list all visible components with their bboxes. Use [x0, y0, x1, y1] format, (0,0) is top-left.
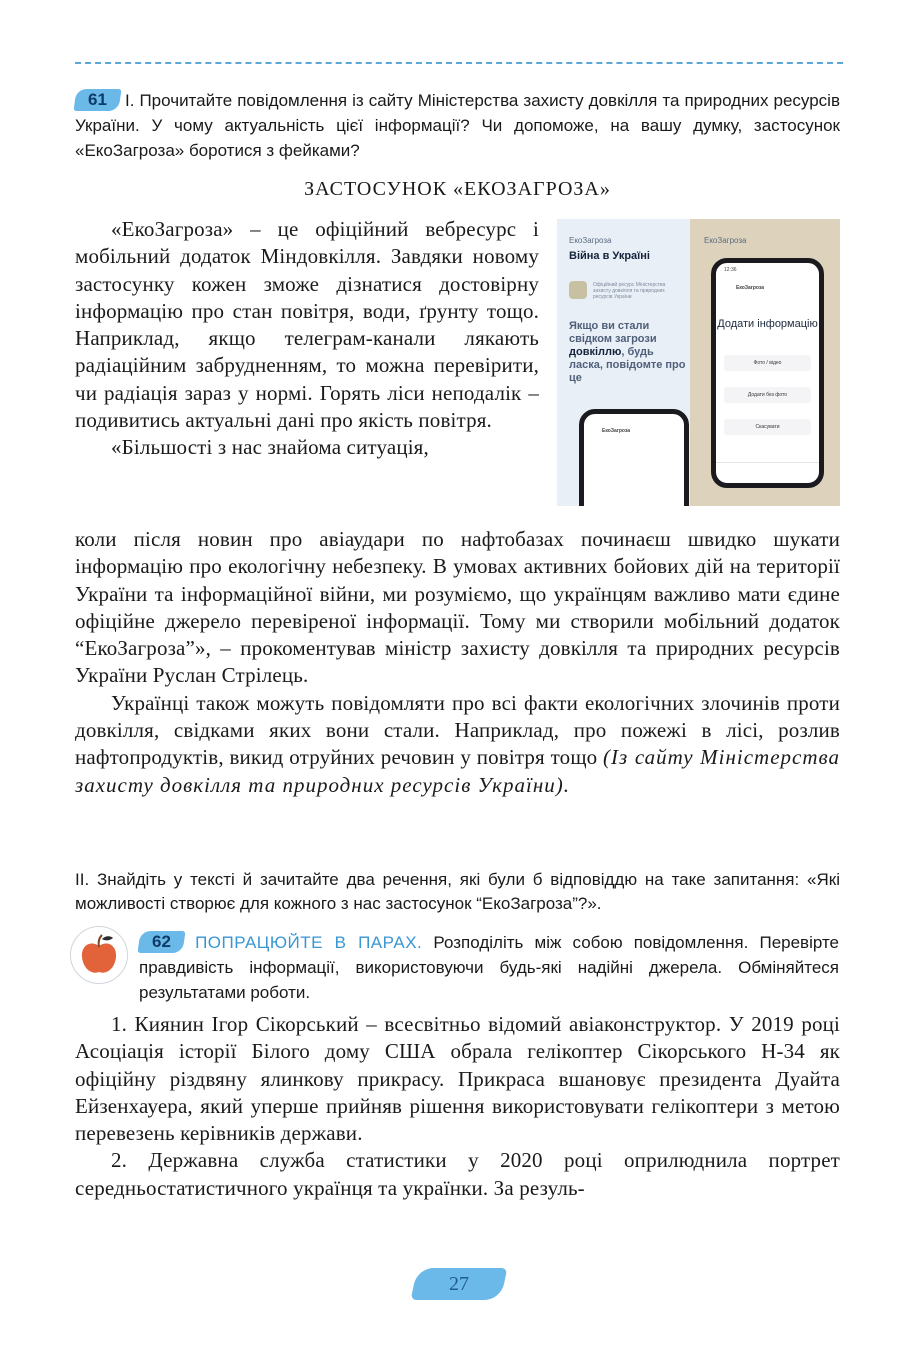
task-61-text: І. Прочитайте повідомлення із сайту Міністерства захисту довкілля та природних ресурсів України. У чому актуальність цієї інформації? Чи допоможе, на вашу думку, застосунок «ЕкоЗагроза» боротися з фейками?: [75, 91, 840, 160]
task-62-heading: ПОПРАЦЮЙТЕ В ПАРАХ.: [195, 933, 423, 952]
article-source: (Із сайту Міністерства захисту довкілля та природних ресурсів України).: [75, 745, 841, 797]
task-62: [139, 930, 839, 1005]
article-paragraph-3: Українці також можуть повідомляти про всі факти екологічних злочинів проти довкілля, свідками яких вони стали. Наприклад, про пожежі в лісі, розлив нафтопродуктів, викид отруйних речовин у повітря тощо (Із сайту Міністерства захисту довкілля та природних ресурсів України).: [75, 690, 841, 797]
claim-item-2: 2. Державна служба статистики у 2020 році оприлюднила портрет середньостатистичного українця та українки. За резуль-: [75, 1148, 840, 1200]
phone-app-name: ЕкоЗагроза: [736, 285, 765, 291]
small-phone-app-name: ЕкоЗагроза: [602, 428, 631, 434]
task-number-badge: 61: [73, 89, 121, 111]
apple-icon: [70, 926, 128, 984]
app-logo-icon: [569, 281, 587, 299]
phone-cancel-button: Скасувати: [724, 419, 811, 435]
claims-list: [75, 1011, 840, 1202]
screenshot-pitch: Якщо ви стали свідком загрози довкіллю, будь ласка, повідомте про це: [569, 320, 686, 384]
top-dashed-divider: [75, 62, 843, 64]
phone-time: 12:36: [724, 267, 737, 273]
task-61-part-2: ІІ. Знайдіть у тексті й зачитайте два речення, які були б відповіддю на таке запитання: «Які можливості створює для кожного з нас застосунок “ЕкоЗагроза”?».: [75, 870, 840, 913]
article-column: [75, 216, 539, 462]
page-number: 27: [411, 1268, 508, 1300]
screenshot-title: Війна в Україні: [569, 250, 650, 262]
phone-mockup-small: [579, 409, 689, 506]
screenshot-brand: ЕкоЗагроза: [569, 236, 612, 245]
claim-item-1: 1. Киянин Ігор Сікорський – всесвітньо відомий авіаконструктор. У 2019 році Асоціація історії Білого дому США обрала гелікоптер Сікорського H-34 як офіційну різдвяну ялинкову прикрасу. Прикраса вшановує президента Дуайта Ейзенхауера, який уперше прийняв рішення використовувати гелікоптери з метою перевезень керівників держави.: [75, 1012, 840, 1146]
phone-photo-button: Фото / відео: [724, 355, 811, 371]
article-title: ЗАСТОСУНОК «ЕКОЗАГРОЗА»: [304, 178, 611, 200]
ecozagroza-app-screenshot: [557, 219, 840, 506]
article-paragraph-2-start: «Більшості з нас знайома ситуація,: [111, 435, 429, 460]
phone-add-info-title: Додати інформацію: [717, 318, 818, 330]
article-full-width: [75, 526, 840, 799]
screenshot-official-note: Офіційний ресурс Міністерства захисту довкілля та природних ресурсів України: [593, 282, 666, 300]
task-61: [75, 88, 840, 163]
phone-mockup-large: [711, 258, 824, 488]
screenshot-brand-right: ЕкоЗагроза: [704, 236, 747, 245]
task-62-text: Розподіліть між собою повідомлення. Перевірте правдивість інформації, використовуючи будь-які надійні джерела. Обміняйтеся результатами роботи.: [139, 933, 839, 1002]
article-paragraph-2-rest: коли після новин про авіаудари по нафтобазах починаєш швидко шукати інформацію про екологічну небезпеку. В умовах активних бойових дій на території України та інформаційної війни, ми розуміємо, що українцям важливо мати єдине офіційне джерело перевіреної інформації. Тому ми створили мобільний додаток “ЕкоЗагроза”», – прокоментував міністр захисту довкілля та природних ресурсів України Руслан Стрілець.: [75, 527, 840, 688]
task-number-badge: 62: [137, 931, 185, 953]
phone-bottom-nav: [716, 462, 819, 483]
article-paragraph-1: «ЕкоЗагроза» – це офіційний вебресурс і мобільний додаток Міндовкілля. Завдяки новому застосунку кожен зможе дізнатися достовірну інформацію про стан повітря, води, ґрунту тощо. Наприклад, якщо телеграм-канали лякають радіаційним забрудненням, то можна перевірити, чи радіація зараз у нормі. Горять ліси неподалік – подивитись актуальні дані про якість повітря.: [75, 217, 539, 433]
phone-no-photo-button: Додати без фото: [724, 387, 811, 403]
